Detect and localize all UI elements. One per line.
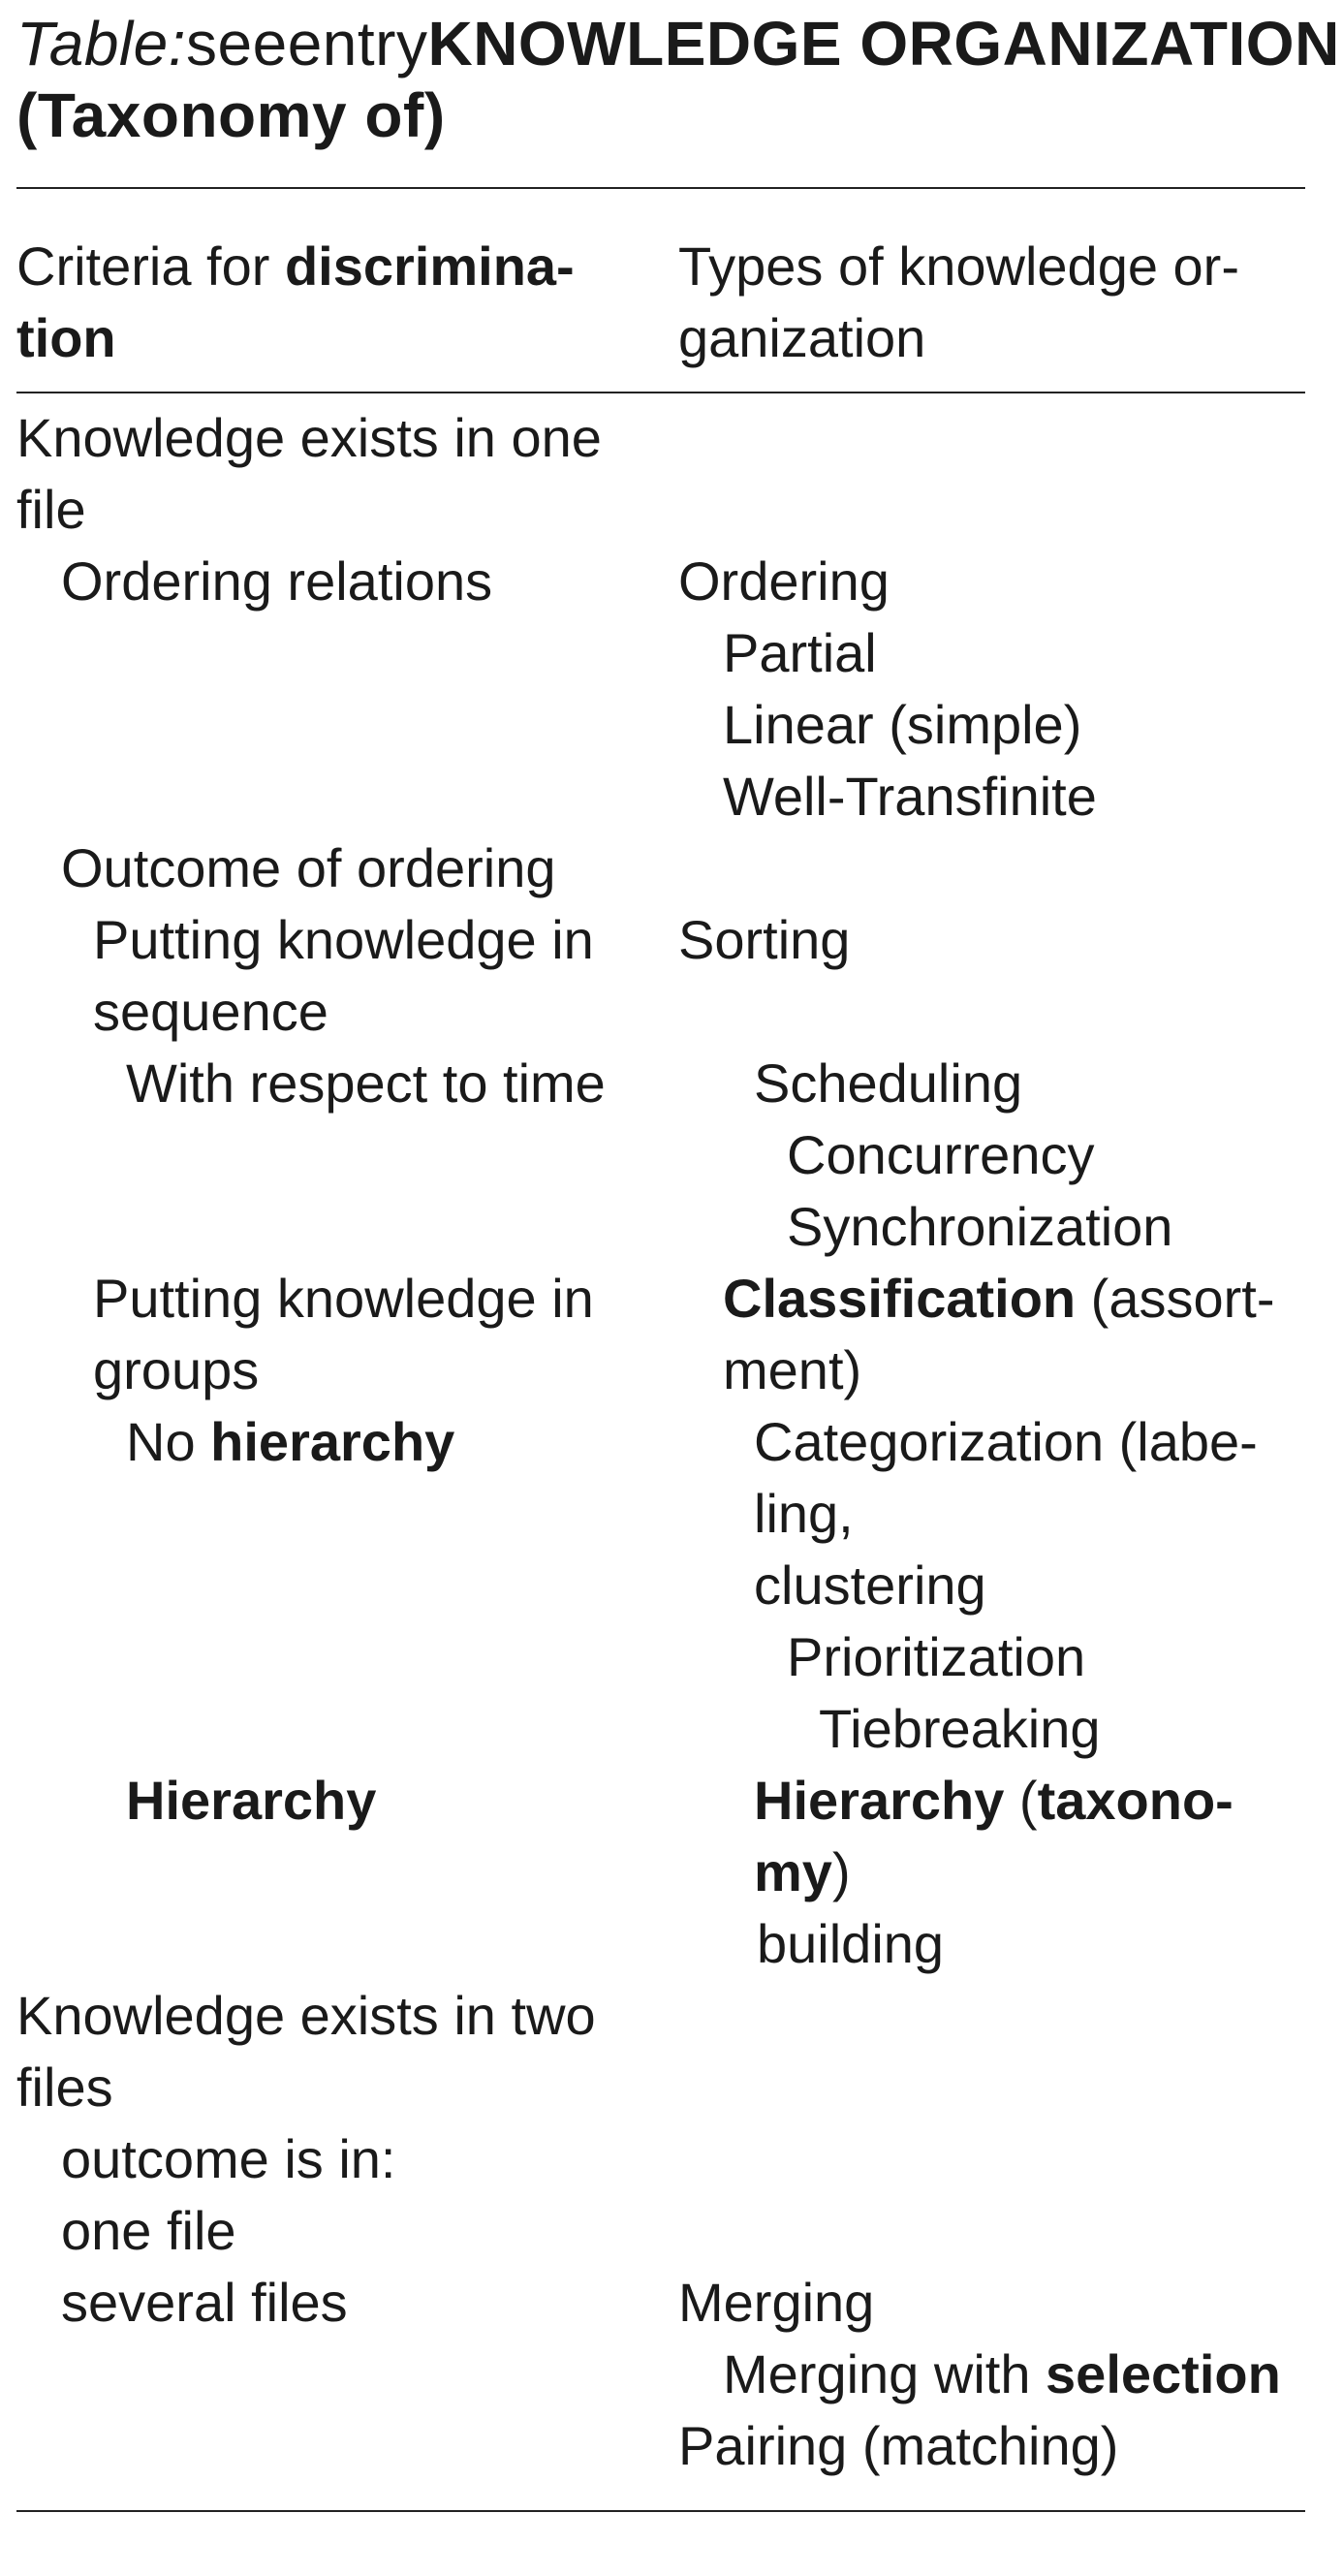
bottom-rule [16,2510,1305,2512]
type-tiebreaking: Tiebreaking [819,1698,1101,1759]
criteria-several-files: several files [61,2272,348,2333]
criteria-sequence-line-2: sequence [93,981,328,1042]
column-header-criteria-bold-continued: tion [16,307,116,368]
type-categorization [754,1406,1258,1621]
criteria-one-file-line-1: Knowledge exists in one [16,407,602,468]
column-header-types-line-1: Types of knowledge or- [678,236,1239,297]
criteria-hierarchy-bold: Hierarchy [126,1770,377,1831]
top-rule [16,187,1305,189]
type-partial: Partial [723,622,877,683]
criteria-two-files [16,1980,596,2123]
type-hierarchy-bold: Hierarchy [754,1770,1005,1831]
criteria-one-file-outcome: one file [61,2200,236,2261]
column-header-criteria-text: Criteria for [16,236,285,297]
type-classification [723,1263,1274,1406]
criteria-no-word: No [126,1411,211,1472]
column-header-criteria [16,231,617,374]
type-taxonomy-bold: taxono- [1037,1770,1234,1831]
criteria-one-file [16,402,602,546]
criteria-outcome-in: outcome is in: [61,2128,396,2189]
type-hierarchy [754,1765,1234,1908]
criteria-groups [93,1263,594,1406]
type-ordering: Ordering [678,550,890,612]
criteria-groups-line-1: Putting knowledge in [93,1268,594,1329]
table-label: Table: [16,9,186,79]
type-taxonomy-bold-continued: my [754,1841,832,1902]
see-word: see [186,9,288,79]
type-pairing: Pairing (matching) [678,2415,1119,2476]
type-categorization-line-2: ling, [754,1483,854,1544]
table-title [16,8,1340,151]
entry-word: entry [287,9,428,79]
type-well-transfinite: Well-Transfinite [723,766,1097,827]
criteria-no-hierarchy-bold: hierarchy [210,1411,455,1472]
title-line-1 [16,8,1340,79]
type-clustering: clustering [754,1555,986,1616]
type-merging: Merging [678,2272,875,2333]
type-categorization-line-1: Categorization (labe- [754,1411,1258,1472]
entry-headword-continued: (Taxonomy of) [16,80,446,150]
type-classification-rest: (assort- [1076,1268,1275,1329]
criteria-time: With respect to time [126,1052,606,1114]
type-classification-line-2: ment) [723,1339,862,1400]
criteria-hierarchy [126,1765,376,1837]
criteria-no-hierarchy [126,1406,454,1478]
type-classification-bold: Classification [723,1268,1077,1329]
entry-headword: KNOWLEDGE ORGANIZATION [427,9,1340,79]
type-linear: Linear (simple) [723,694,1082,755]
type-sorting: Sorting [678,909,851,970]
criteria-one-file-line-2: file [16,479,86,540]
type-merging-with: Merging with [723,2343,1046,2404]
criteria-ordering-relations: Ordering relations [61,550,493,612]
type-merging-with-selection [723,2339,1281,2410]
header-rule [16,392,1305,393]
type-prioritization: Prioritization [787,1626,1086,1687]
criteria-two-files-line-2: files [16,2057,113,2118]
type-selection-bold: selection [1046,2343,1281,2404]
criteria-two-files-line-1: Knowledge exists in two [16,1985,596,2046]
type-synchronization: Synchronization [787,1196,1173,1257]
type-scheduling: Scheduling [754,1052,1023,1114]
column-header-types [678,231,1298,374]
type-hierarchy-open: ( [1004,1770,1038,1831]
type-building: building [757,1913,945,1974]
type-concurrency: Concurrency [787,1124,1095,1185]
criteria-groups-line-2: groups [93,1339,260,1400]
criteria-sequence-line-1: Putting knowledge in [93,909,594,970]
criteria-outcome-of-ordering: Outcome of ordering [61,837,556,898]
column-header-types-line-2: ganization [678,307,926,368]
criteria-sequence [93,904,594,1048]
type-hierarchy-close: ) [831,1841,851,1902]
column-header-criteria-bold: discrimina- [284,236,575,297]
